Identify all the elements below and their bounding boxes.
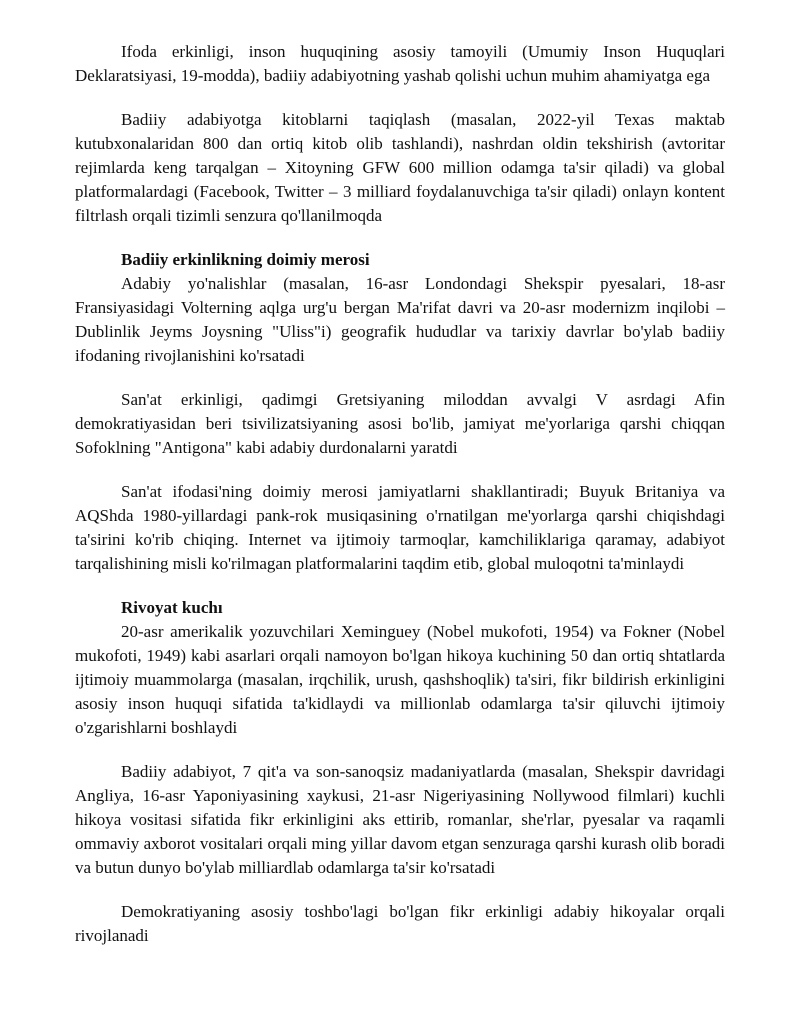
paragraph-narrative-2: Badiiy adabiyot, 7 qit'a va son-sanoqsiz madaniyatlarda (masalan, Shekspir davridagi Angliya, 16-asr Yaponiyasining xaykusi, 21-asr Nigeriyasining Nollywood filmlari) kuchli hikoya vositasi sifatida fikr erkinligini aks ettirib, romanlar, she'rlar, pyesalar va raqamli ommaviy axborot vositalari orqali ming yillar davom etgan senzuraga qarshi kurash olib boradi va butun dunyo bo'ylab milliardlab odamlarga ta'sir ko'rsatadi: [75, 762, 725, 877]
section-heading-narrative: Rivoyat kuchı: [121, 598, 223, 617]
paragraph-intro-1: Ifoda erkinligi, inson huquqining asosiy tamoyili (Umumiy Inson Huquqlari Deklaratsiyasi, 19-modda), badiiy adabiyotning yashab qolishi uchun muhim ahamiyatga ega: [75, 42, 725, 85]
section-heading-legacy: Badiiy erkinlikning doimiy merosi: [121, 250, 370, 269]
document-page: [75, 40, 725, 968]
paragraph-legacy-1: Adabiy yo'nalishlar (masalan, 16-asr Londondagi Shekspir pyesalari, 18-asr Fransiyasidagi Volterning aqlga urg'u bergan Ma'rifat davri va 20-asr modernizm inqilobi – Dublinlik Jeyms Joysning "Uliss"i) geografik hududlar va tarixiy davrlar bo'ylab badiiy ifodaning rivojlanishini ko'rsatadi: [75, 274, 725, 365]
paragraph-narrative-3: Demokratiyaning asosiy toshbo'lagi bo'lgan fikr erkinligi adabiy hikoyalar orqali rivojlanadi: [75, 902, 725, 945]
paragraph-legacy-3: San'at ifodasi'ning doimiy merosi jamiyatlarni shakllantiradi; Buyuk Britaniya va AQShda 1980-yillardagi pank-rok musiqasining o'rnatilgan me'yorlarga qarshi chiqishdagi ta'sirini ko'rib chiqing. Internet va ijtimoiy tarmoqlar, kamchiliklariga qaramay, adabiyot tarqalishining misli ko'rilmagan platformalarini taqdim etib, global muloqotni ta'minlaydi: [75, 482, 725, 573]
paragraph-legacy-2: San'at erkinligi, qadimgi Gretsiyaning miloddan avvalgi V asrdagi Afin demokratiyasidan beri tsivilizatsiyaning asosi bo'lib, jamiyat me'yorlariga qarshi chiqqan Sofoklning "Antigona" kabi adabiy durdonalarni yaratdi: [75, 390, 725, 457]
paragraph-intro-2: Badiiy adabiyotga kitoblarni taqiqlash (masalan, 2022-yil Texas maktab kutubxonalaridan 800 dan ortiq kitob olib tashlandi), nashrdan oldin tekshirish (avtoritar rejimlarda keng tarqalgan – Xitoyning GFW 600 million odamga ta'sir qiladi) va global platformalardagi (Facebook, Twitter – 3 milliard foydalanuvchiga ta'sir qiladi) onlayn kontent filtrlash orqali tizimli senzura qo'llanilmoqda: [75, 110, 725, 225]
paragraph-narrative-1: 20-asr amerikalik yozuvchilari Xeminguey (Nobel mukofoti, 1954) va Fokner (Nobel mukofoti, 1949) kabi asarlari orqali namoyon bo'lgan hikoya kuchining 50 dan ortiq shtatlarda ijtimoiy muammolarga (masalan, irqchilik, urush, qashshoqlik) ta'siri, fikr bildirish erkinligini asosiy inson huquqi sifatida ta'kidlaydi va millionlab odamlarga ta'sir qiluvchi ijtimoiy o'zgarishlarni boshlaydi: [75, 622, 725, 737]
